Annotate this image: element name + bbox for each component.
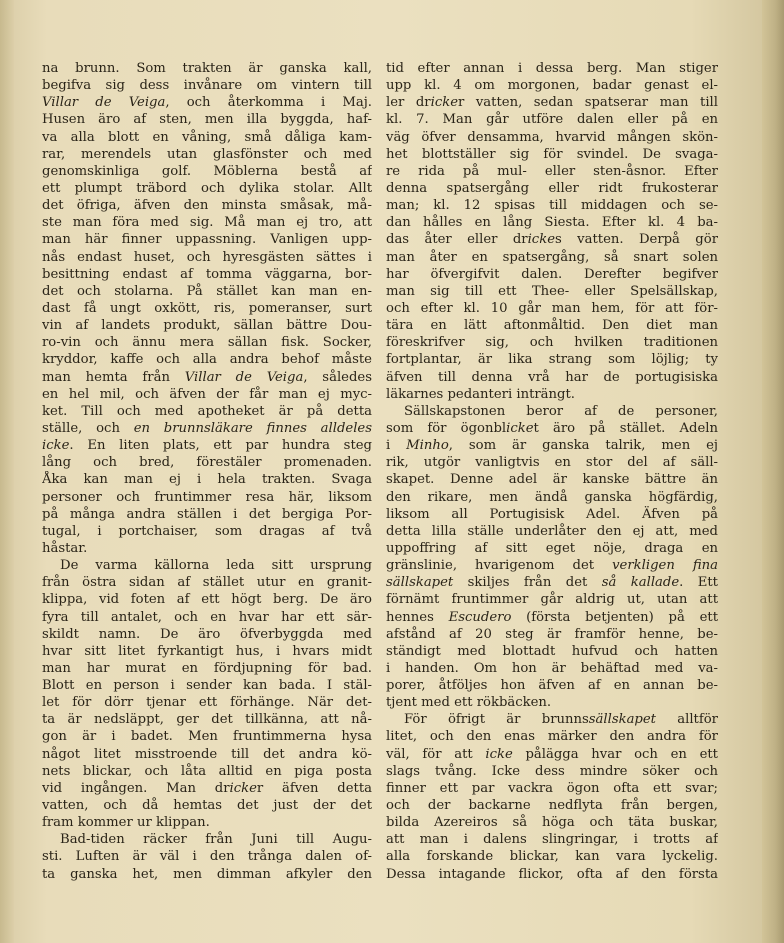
right-text-line: man sig till ett Thee- eller Spelsällskap, — [386, 283, 718, 299]
right-text-line: dan hålles en lång Siesta. Efter kl. 4 ba- — [386, 215, 718, 231]
left-text-line: vid ingången. Man dricker äfven detta — [42, 780, 372, 796]
left-text-line: nås endast huset, och hyresgästen sättes i — [42, 249, 372, 265]
right-text-column — [386, 60, 718, 883]
left-text-line: ett plumpt träbord och dylika stolar. Allt — [42, 180, 372, 196]
right-text-line: För öfrigt är brunnssällskapet alltför — [404, 712, 718, 728]
right-text-line: slags tvång. Icke dess mindre söker och — [386, 763, 718, 779]
left-text-line: nets blickar, och låta alltid en piga posta — [42, 763, 372, 779]
right-text-line: väg öfver densamma, hvarvid mången skön- — [386, 129, 718, 145]
right-text-line: ler dricker vatten, sedan spatserar man till — [386, 95, 718, 111]
right-text-line: som för ögonblicket äro på stället. Adeln — [386, 420, 718, 436]
right-text-line: väl, för att icke pålägga hvar och en ett — [386, 746, 718, 762]
right-text-line: het blottställer sig för svindel. De svaga- — [386, 146, 718, 162]
left-text-line: tugal, i portchaiser, som dragas af två — [42, 523, 372, 539]
left-text-line: sti. Luften är väl i den trånga dalen of- — [42, 849, 372, 865]
left-text-line: man har murat en fördjupning för bad. — [42, 660, 372, 676]
right-text-line: man; kl. 12 spisas till middagen och se- — [386, 198, 718, 214]
left-text-line: det öfriga, äfven den minsta småsak, må- — [42, 198, 372, 214]
right-text-line: re rida på mul- eller sten-åsnor. Efter — [386, 163, 718, 179]
left-text-line: fyra till antalet, och en hvar har ett sär- — [42, 609, 372, 625]
right-text-line: upp kl. 4 om morgonen, badar genast el- — [386, 78, 718, 94]
left-text-line: ta ganska het, men dimman afkyler den — [42, 866, 372, 882]
left-text-line: Åka kan man ej i hela trakten. Svaga — [42, 472, 372, 488]
right-text-line: litet, och den enas märker den andra för — [386, 729, 718, 745]
right-text-line: läkarnes pedanteri inträngt. — [386, 386, 575, 402]
right-text-line: tära en lätt aftonmåltid. Den diet man — [386, 318, 718, 334]
right-text-line: denna spatsergång eller ridt frukosterar — [386, 180, 718, 196]
right-text-line: den rikare, men ändå ganska högfärdig, — [386, 489, 718, 505]
right-text-line: porer, åtföljes hon äfven af en annan be- — [386, 678, 718, 694]
left-text-line: fram kommer ur klippan. — [42, 815, 210, 831]
left-text-line: Villar de Veiga, och återkomma i Maj. — [42, 95, 372, 111]
left-text-line: håstar. — [42, 540, 88, 556]
right-text-line: das åter eller drickes vatten. Derpå gör — [386, 232, 718, 248]
right-text-line: afstånd af 20 steg är framför henne, be- — [386, 626, 718, 642]
left-text-column — [42, 60, 372, 883]
left-text-line: något litet misstroende till det andra kö- — [42, 746, 372, 762]
left-text-line: kryddor, kaffe och alla andra behof måste — [42, 352, 372, 368]
right-text-line: har öfvergifvit dalen. Derefter begifver — [386, 266, 718, 282]
page-edge — [762, 0, 784, 943]
left-text-line: personer och fruntimmer resa här, liksom — [42, 489, 372, 505]
left-text-line: vatten, och då hemtas det just der det — [42, 798, 372, 814]
right-text-line: föreskrifver sig, och hvilken traditionen — [386, 335, 718, 351]
right-text-line: rik, utgör vanligtvis en stor del af säll- — [386, 455, 718, 471]
left-text-line: ro-vin och ännu mera sällan fisk. Socker, — [42, 335, 372, 351]
left-text-line: ta är nedsläppt, ger det tillkänna, att nå- — [42, 712, 372, 728]
left-text-line: gon är i badet. Men fruntimmerna hysa — [42, 729, 372, 745]
left-text-line: ket. Till och med apotheket är på detta — [42, 403, 372, 419]
right-text-line: och efter kl. 10 går man hem, för att för- — [386, 300, 718, 316]
left-text-line: De varma källorna leda sitt ursprung — [60, 558, 372, 574]
right-text-line: finner ett par vackra ögon ofta ett svar; — [386, 780, 718, 796]
left-text-line: rar, merendels utan glasfönster och med — [42, 146, 372, 162]
left-text-line: Husen äro af sten, men illa byggda, haf- — [42, 112, 372, 128]
right-text-line: alla forskande blickar, kan vara lyckelig. — [386, 849, 718, 865]
right-text-line: liksom all Portugisisk Adel. Äfven på — [386, 506, 718, 522]
left-text-line: man hemta från Villar de Veiga, således — [42, 369, 372, 385]
left-text-line: ställe, och en brunnsläkare finnes alldeles — [42, 420, 372, 436]
right-text-line: bilda Azereiros så höga och täta buskar, — [386, 815, 718, 831]
left-text-line: skildt namn. De äro öfverbyggda med — [42, 626, 372, 642]
page-gutter — [0, 0, 14, 943]
right-text-line: Sällskapstonen beror af de personer, — [404, 403, 718, 419]
right-text-line: sällskapet skiljes från det så kallade. Ett — [386, 575, 718, 591]
left-text-line: besittning endast af tomma väggarna, bor- — [42, 266, 372, 282]
right-text-line: förnämt fruntimmer går aldrig ut, utan att — [386, 592, 718, 608]
right-text-line: i Minho, som är ganska talrik, men ej — [386, 438, 718, 454]
left-text-line: let för dörr tjenar ett förhänge. När det- — [42, 695, 372, 711]
right-text-line: man åter en spatsergång, så snart solen — [386, 249, 718, 265]
right-text-line: kl. 7. Man går utföre dalen eller på en — [386, 112, 718, 128]
left-text-line: begifva sig dess invånare om vintern till — [42, 78, 372, 94]
right-text-line: att man i dalens slingringar, i trotts af — [386, 832, 718, 848]
left-text-line: Bad-tiden räcker från Juni till Augu- — [60, 832, 372, 848]
right-text-line: gränslinie, hvarigenom det verkligen fina — [386, 558, 718, 574]
left-text-line: icke. En liten plats, ett par hundra steg — [42, 438, 372, 454]
right-text-line: tjent med ett rökbäcken. — [386, 695, 552, 711]
right-text-line: äfven till denna vrå har de portugisiska — [386, 369, 718, 385]
right-text-line: hennes Escudero (första betjenten) på ett — [386, 609, 718, 625]
left-text-line: en hel mil, och äfven der får man ej myc- — [42, 386, 372, 402]
left-text-line: klippa, vid foten af ett högt berg. De äro — [42, 592, 372, 608]
right-text-line: tid efter annan i dessa berg. Man stiger — [386, 61, 718, 76]
left-text-line: på många andra ställen i det bergiga Por- — [42, 506, 372, 522]
left-text-line: va alla blott en våning, små dåliga kam- — [42, 129, 372, 145]
right-text-line: i handen. Om hon är behäftad med va- — [386, 660, 718, 676]
left-text-line: dast få ungt oxkött, ris, pomeranser, surt — [42, 300, 372, 316]
right-text-line: Dessa intagande flickor, ofta af den första — [386, 866, 718, 882]
left-text-line: vin af landets produkt, sällan bättre Dou- — [42, 318, 372, 334]
right-text-line: skapet. Denne adel är kanske bättre än — [386, 472, 718, 488]
left-text-line: man här finner uppassning. Vanligen upp- — [42, 232, 372, 248]
left-text-line: Blott en person i sender kan bada. I stäl- — [42, 678, 372, 694]
right-text-line: och der backarne nedflyta från bergen, — [386, 798, 718, 814]
left-text-line: ste man föra med sig. Må man ej tro, att — [42, 215, 372, 231]
right-text-line: ständigt med blottadt hufvud och hatten — [386, 643, 718, 659]
left-text-line: na brunn. Som trakten är ganska kall, — [42, 61, 372, 76]
left-text-line: det och stolarna. På stället kan man en- — [42, 283, 372, 299]
right-text-line: uppoffring af sitt eget nöje, draga en — [386, 540, 718, 556]
left-text-line: hvar sitt litet fyrkantigt hus, i hvars midt — [42, 643, 372, 659]
right-text-line: fortplantar, är lika strang som löjlig; ty — [386, 352, 718, 368]
left-text-line: lång och bred, förestäler promenaden. — [42, 455, 372, 471]
right-text-line: detta lilla ställe underlåter den ej att, med — [386, 523, 718, 539]
left-text-line: genomskinliga golf. Möblerna bestå af — [42, 163, 372, 179]
left-text-line: från östra sidan af stället utur en granit- — [42, 575, 372, 591]
